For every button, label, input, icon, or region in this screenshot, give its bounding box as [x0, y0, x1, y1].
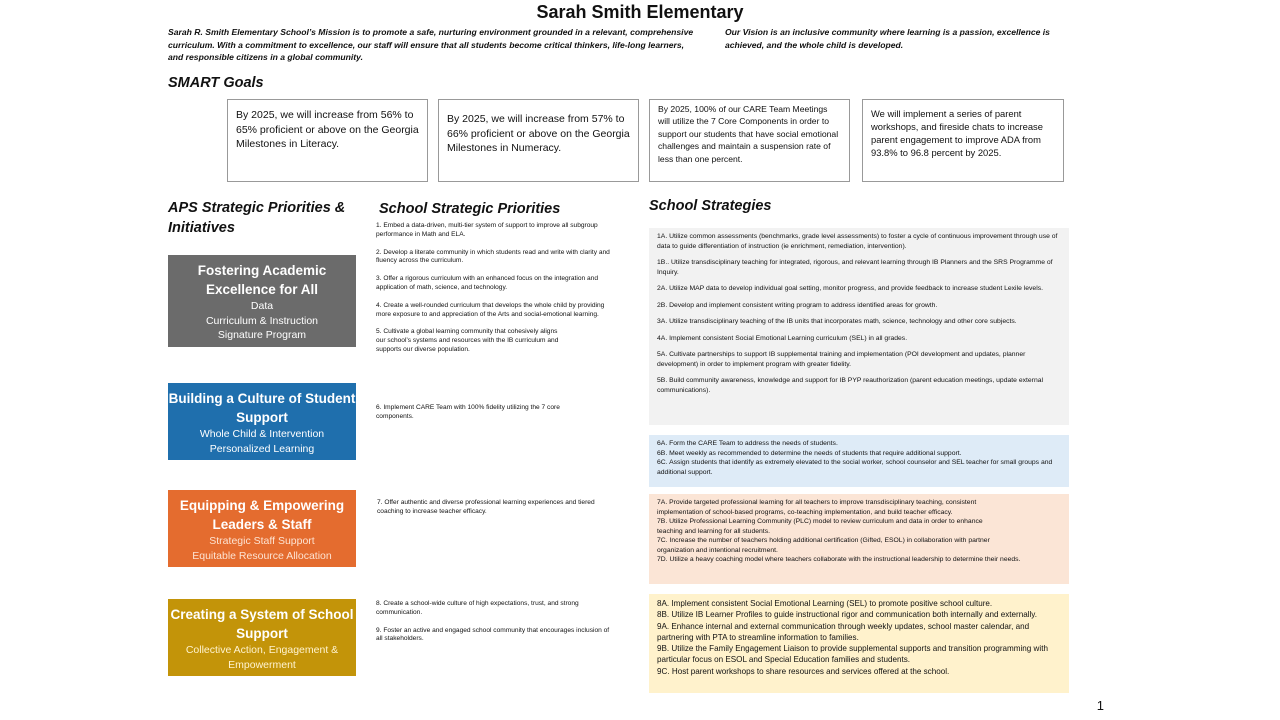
strategy-item: 5B. Build community awareness, knowledge and support for IB PYP reauthorization (parent education meetings, update external communications). — [657, 377, 1044, 394]
priority-initiative: Data — [250, 300, 274, 312]
strategy-item: 7B. Utilize Professional Learning Community (PLC) model to review curriculum and data in order to enhance teaching and learning for all students. — [657, 518, 983, 535]
school-priorities-group-4 — [376, 600, 612, 653]
priority-initiative: Personalized Learning — [209, 442, 315, 455]
strategy-item: 9A. Enhance internal and external communication through weekly updates, school master calendar, and partnering with PTA to streamline information to families. — [657, 621, 1030, 642]
strategies-support-box — [649, 435, 1069, 487]
strategy-item: 7A. Provide targeted professional learning for all teachers to improve transdisciplinary teaching, consistent implementation of school-based programs, co-teaching implementation, and build teacher efficacy. — [657, 499, 977, 516]
priority-initiative: Collective Action, Engagement & Empowerment — [185, 644, 339, 671]
priority-initiative: Strategic Staff Support — [209, 535, 315, 547]
school-priority-item: 2. Develop a literate community in which students read and write with clarity and fluency across the curriculum. — [376, 248, 610, 265]
strategy-item: 7C. Increase the number of teachers holding additional certification (Gifted, ESOL) in collaboration with partner organization and intentional recruitment. — [657, 537, 990, 554]
strategy-item: 2B. Develop and implement consistent writing program to address identified areas for growth. — [657, 301, 938, 309]
smart-goals-heading: SMART Goals — [168, 75, 264, 91]
strategy-item: 4A. Implement consistent Social Emotional Learning curriculum (SEL) in all grades. — [657, 334, 908, 342]
priority-initiative: Signature Program — [217, 329, 307, 341]
aps-priorities-heading: APS Strategic Priorities & Initiatives — [168, 200, 346, 236]
priority-initiative: Whole Child & Intervention — [199, 428, 325, 440]
school-priorities-heading: School Strategic Priorities — [379, 201, 561, 217]
mission-statement: Sarah R. Smith Elementary School’s Mission is to promote a safe, nurturing environment grounded in a relevant, comprehensive curriculum. With a commitment to excellence, our staff will ensure that all students become critical thinkers, life-long learners, and responsible citizens in a global community. — [168, 27, 694, 62]
school-priorities-group-3 — [377, 499, 613, 526]
vision-statement: Our Vision is an inclusive community where learning is a passion, excellence is achieved, and the whole child is developed. — [725, 27, 1050, 50]
strategy-item: 6B. Meet weekly as recommended to determine the needs of students that require additional support. — [657, 449, 962, 457]
strategy-item: 7D. Utilize a heavy coaching model where teachers collaborate with the instructional leadership to determine their needs. — [657, 556, 1021, 563]
priority-school-support — [168, 599, 356, 676]
school-strategies-heading: School Strategies — [649, 198, 772, 214]
strategy-item: 3A. Utilize transdisciplinary teaching of the IB units that incorporates math, science, technology and other core subjects. — [657, 318, 1017, 325]
strategy-item: 8B. Utilize IB Learner Profiles to guide instructional rigor and communication both internally and externally. — [657, 610, 1038, 620]
smart-goal-attendance: We will implement a series of parent workshops, and fireside chats to increase parent engagement to improve ADA from 93.8% to 96.8 percent by 2025. — [862, 99, 1064, 182]
strategy-item: 1A. Utilize common assessments (benchmarks, grade level assessments) to foster a cycle of continuous improvement through use of data to guide differentiation of instruction (ie enrichment, remediation, intervention). — [657, 233, 1058, 250]
school-priorities-group-1 — [376, 222, 612, 364]
school-priority-item: 5. Cultivate a global learning community that cohesively aligns our school’s systems and resources with the IB curriculum and supports our diverse population. — [376, 328, 559, 353]
strategy-item: 1B.. Utilize transdisciplinary teaching for integrated, rigorous, and relevant learning through IB Planners and the SRS Programme of Inquiry. — [657, 259, 1053, 276]
school-priority-item: 9. Foster an active and engaged school community that encourages inclusion of all stakeholders. — [376, 626, 610, 643]
priority-title: Fostering Academic Excellence for All — [197, 263, 327, 297]
strategy-item: 9B. Utilize the Family Engagement Liaison to provide supplemental supports and transition programming with particular focus on ESOL and Special Education families and students. — [657, 644, 1048, 665]
priority-title: Creating a System of School Support — [170, 607, 354, 641]
smart-goal-literacy: By 2025, we will increase from 56% to 65% proficient or above on the Georgia Milestones in Literacy. — [227, 99, 428, 182]
strategy-item: 2A. Utilize MAP data to develop individual goal setting, monitor progress, and provide feedback to increase student Lexile levels. — [657, 285, 1044, 292]
strategy-item: 6A. Form the CARE Team to address the needs of students. — [657, 440, 838, 447]
priority-leaders-staff — [168, 490, 356, 567]
strategies-staff-box — [649, 494, 1069, 584]
strategies-culture-box — [649, 594, 1069, 693]
strategy-item: 9C. Host parent workshops to share resources and services offered at the school. — [657, 666, 950, 676]
school-priority-item: 6. Implement CARE Team with 100% fidelity utilizing the 7 core components. — [376, 404, 560, 420]
page-number: 1 — [1096, 698, 1104, 713]
page-title: Sarah Smith Elementary — [536, 2, 744, 22]
strategy-item: 5A. Cultivate partnerships to support IB supplemental training and implementation (POI development and updates, planner development) in order to implement program with greater fidelity. — [657, 351, 1026, 368]
school-priority-item: 8. Create a school-wide culture of high expectations, trust, and strong communication. — [376, 600, 579, 616]
priority-title: Equipping & Empowering Leaders & Staff — [179, 498, 345, 532]
school-priority-item: 4. Create a well-rounded curriculum that develops the whole child by providing more exposure to and appreciation of the Arts and social-emotional learning. — [376, 301, 605, 318]
priority-academic-excellence — [168, 255, 356, 347]
school-priority-item: 7. Offer authentic and diverse professional learning experiences and tiered coaching to increase teacher efficacy. — [377, 499, 595, 515]
strategy-item: 6C. Assign students that identify as extremely elevated to the social worker, school counselor and SEL teacher for small groups and additional support. — [657, 459, 1053, 476]
strategy-item: 8A. Implement consistent Social Emotional Learning (SEL) to promote positive school culture. — [657, 599, 993, 608]
school-priority-item: 3. Offer a rigorous curriculum with an enhanced focus on the integration and application of math, science, and technology. — [376, 275, 598, 291]
school-priority-item: 1. Embed a data-driven, multi-tier system of support to improve all subgroup performance in Math and ELA. — [376, 222, 598, 238]
priority-title: Building a Culture of Student Support — [168, 391, 356, 425]
smart-goal-care-team: By 2025, 100% of our CARE Team Meetings will utilize the 7 Core Components in order to support our students that have social emotional challenges and maintain a suspension rate of less than one percent. — [649, 99, 850, 182]
priority-student-support — [168, 383, 356, 460]
school-priorities-group-2 — [376, 404, 596, 431]
strategies-academic-box — [649, 228, 1069, 425]
smart-goal-numeracy: By 2025, we will increase from 57% to 66% proficient or above on the Georgia Milestones in Numeracy. — [438, 99, 639, 182]
priority-initiative: Equitable Resource Allocation — [192, 549, 332, 562]
priority-initiative: Curriculum & Instruction — [205, 314, 319, 327]
